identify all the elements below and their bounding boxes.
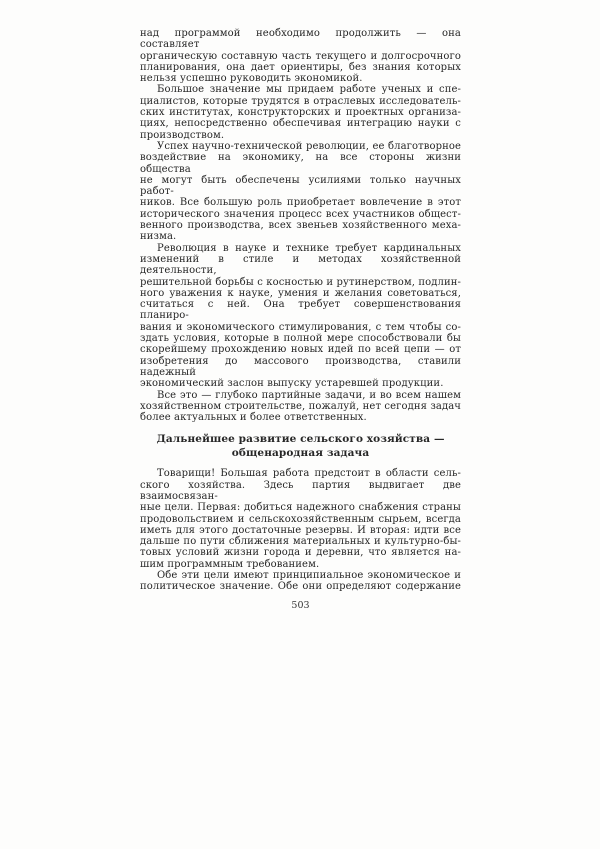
paragraph <box>140 390 461 424</box>
text-line: считаться с ней. Она требует совершенствования планиро- <box>140 299 461 322</box>
paragraph <box>140 570 461 593</box>
text-line: здать условия, которые в полной мере способствовали бы <box>140 333 461 345</box>
page-text <box>140 28 461 593</box>
paragraph <box>140 84 461 140</box>
text-line: ные цели. Первая: добиться надежного снабжения страны <box>140 502 461 514</box>
text-line: производством. <box>140 129 225 141</box>
text-line: планирования, она дает ориентиры, без знания которых <box>140 61 461 73</box>
text-line: Обе эти цели имеют принципиальное экономическое и <box>157 570 461 582</box>
text-line: ного уважения к науке, умения и желания советоваться, <box>140 287 461 299</box>
text-line: более актуальных и более ответственных. <box>140 412 367 424</box>
text-block <box>140 28 461 611</box>
text-line: шим программным требованием. <box>140 558 320 570</box>
text-line: Революция в науке и технике требует кардинальных <box>157 242 461 254</box>
text-line: вания и экономического стимулирования, с тем чтобы со- <box>140 321 461 333</box>
text-line: хозяйственном строительстве, пожалуй, нет сегодня задач <box>140 400 461 412</box>
heading-line: Дальнейшее развитие сельского хозяйства — <box>156 433 445 446</box>
heading-line: общенародная задача <box>231 446 370 459</box>
text-line: не могут быть обеспечены усилиями только научных работ- <box>140 174 461 198</box>
text-line: товых условий жизни города и деревни, что является на- <box>140 547 461 559</box>
text-line: Успех научно-технической революции, ее благотворное <box>157 140 461 152</box>
text-line: воздействие на экономику, на все стороны жизни общества <box>140 152 461 175</box>
page-number: 503 <box>291 599 310 611</box>
text-line: изобретения до массового производства, ставили надежный <box>140 355 461 378</box>
text-line: ников. Все большую роль приобретает вовлечение в этот <box>140 197 461 209</box>
text-line: ских институтах, конструкторских и проектных организа- <box>140 107 461 119</box>
text-line: политическое значение. Обе они определяют содержание <box>140 581 461 593</box>
text-line: над программой необходимо продолжить — она составляет <box>140 28 461 51</box>
text-line: венного производства, всех звеньев хозяйственного меха- <box>140 220 461 232</box>
text-line: скорейшему прохождению новых идей по всей цепи — от <box>140 344 461 356</box>
text-line: ского хозяйства. Здесь партия выдвигает две взаимосвязан- <box>140 479 461 502</box>
text-line: нельзя успешно руководить экономикой. <box>140 73 363 85</box>
text-line: циях, непосредственно обеспечивая интеграцию науки с <box>140 118 461 130</box>
text-line: иметь для этого достаточные резервы. И вторая: идти все <box>140 524 461 536</box>
paragraph <box>140 468 461 570</box>
text-line: Большое значение мы придаем работе ученых и спе- <box>157 84 461 96</box>
text-line: низма. <box>140 231 177 243</box>
text-line: изменений в стиле и методах хозяйственной деятельности, <box>140 253 461 277</box>
text-line: Все это — глубоко партийные задачи, и во всем нашем <box>157 389 461 401</box>
text-line: экономический заслон выпуску устаревшей продукции. <box>140 378 444 390</box>
section-heading <box>140 433 461 460</box>
text-line: дальше по пути сближения материальных и культурно-бы- <box>140 536 461 548</box>
paragraph <box>140 28 461 84</box>
text-line: исторического значения процесс всех участников общест- <box>140 208 461 220</box>
text-line: продовольствием и сельскохозяйственным сырьем, всегда <box>140 513 461 525</box>
text-line: решительной борьбы с косностью и рутинерством, подлин- <box>140 276 461 288</box>
paragraph <box>140 141 461 243</box>
paragraph <box>140 243 461 390</box>
text-line: Товарищи! Большая работа предстоит в области сель- <box>157 468 461 480</box>
text-line: органическую составную часть текущего и долгосрочного <box>140 50 461 62</box>
text-line: циалистов, которые трудятся в отраслевых исследователь- <box>140 95 461 107</box>
